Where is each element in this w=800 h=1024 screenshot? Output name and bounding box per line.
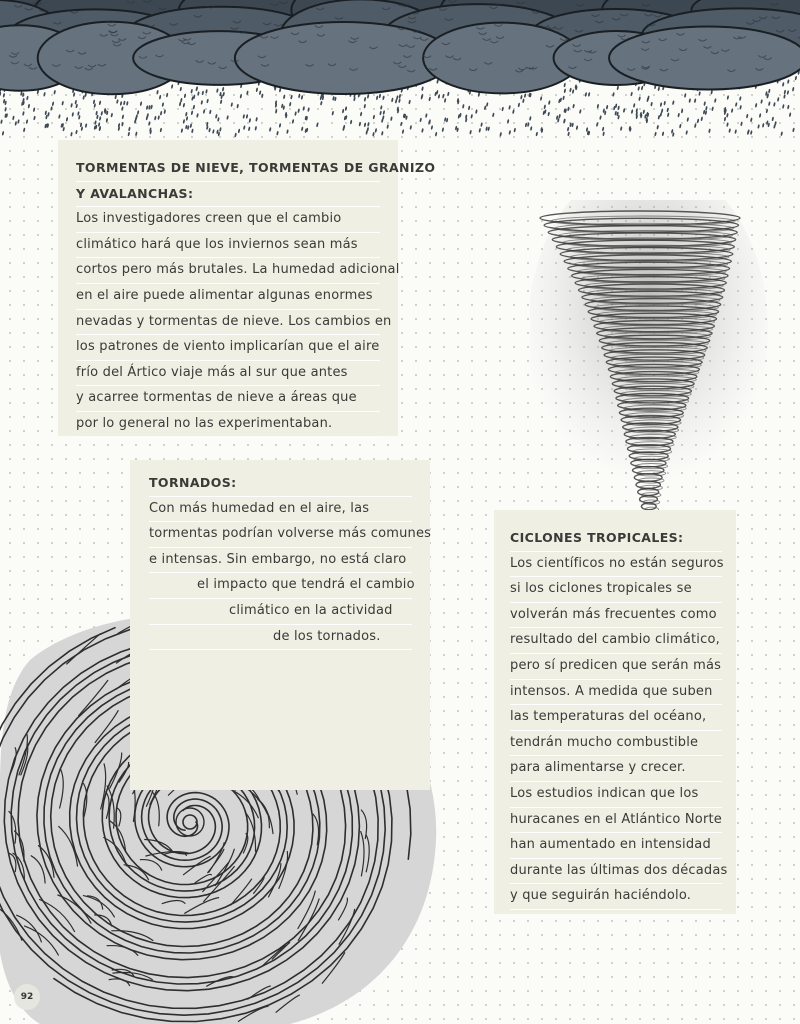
tropical-cyclones-text-line: intensos. A medida que suben xyxy=(510,680,722,706)
tropical-cyclones-text-line: tendrán mucho combustible xyxy=(510,731,722,757)
snowstorms-text-line: nevadas y tormentas de nieve. Los cambios en xyxy=(76,310,380,336)
snowstorms-text-line: frío del Ártico viaje más al sur que antes xyxy=(76,361,380,387)
snowstorms-text-line: climático hará que los inviernos sean más xyxy=(76,233,380,259)
tropical-cyclones-text-line: durante las últimas dos décadas xyxy=(510,859,722,885)
tropical-cyclones-text-line: si los ciclones tropicales se xyxy=(510,577,722,603)
tropical-cyclones-text-line: huracanes en el Atlántico Norte xyxy=(510,808,722,834)
tropical-cyclones-text-line: volverán más frecuentes como xyxy=(510,603,722,629)
tornadoes-text-line: de los tornados. xyxy=(149,625,412,651)
snowstorms-text-line: Los investigadores creen que el cambio xyxy=(76,207,380,233)
tornadoes-section xyxy=(130,460,430,790)
tropical-cyclones-text-line: Los estudios indican que los xyxy=(510,782,722,808)
tornadoes-text-line: tormentas podrían volverse más comunes xyxy=(149,522,412,548)
tornado-illustration xyxy=(530,200,770,550)
tropical-cyclones-text-line: resultado del cambio climático, xyxy=(510,628,722,654)
cloud-bank xyxy=(0,0,800,94)
snowstorms-text-line: cortos pero más brutales. La humedad adicional xyxy=(76,258,380,284)
tropical-cyclones-text-line: para alimentarse y crecer. xyxy=(510,756,722,782)
tornadoes-text-line: climático en la actividad xyxy=(149,599,412,625)
page-number: 92 xyxy=(14,984,40,1010)
snowstorms-text-line: y acarree tormentas de nieve a áreas que xyxy=(76,386,380,412)
tropical-cyclones-text-line: Los científicos no están seguros xyxy=(510,552,722,578)
tropical-cyclones-text-line: han aumentado en intensidad xyxy=(510,833,722,859)
tropical-cyclones-text-line: las temperaturas del océano, xyxy=(510,705,722,731)
tornadoes-heading: TORNADOS: xyxy=(149,471,412,497)
tornadoes-text-line: el impacto que tendrá el cambio xyxy=(149,573,412,599)
tropical-cyclones-section xyxy=(494,510,736,914)
tropical-cyclones-text-line: y que seguirán haciéndolo. xyxy=(510,884,722,910)
snowstorms-text-line: en el aire puede alimentar algunas enormes xyxy=(76,284,380,310)
snowstorms-text-line: los patrones de viento implicarían que el aire xyxy=(76,335,380,361)
snowstorms-text-line: por lo general no las experimentaban. xyxy=(76,412,380,438)
tropical-cyclones-text-line: pero sí predicen que serán más xyxy=(510,654,722,680)
snowstorms-heading-continued: Y AVALANCHAS: xyxy=(76,182,380,208)
tropical-cyclones-heading: CICLONES TROPICALES: xyxy=(510,526,722,552)
tornadoes-text-line: Con más humedad en el aire, las xyxy=(149,497,412,523)
snowstorms-heading: TORMENTAS DE NIEVE, TORMENTAS DE GRANIZO xyxy=(76,156,380,182)
snowstorms-section xyxy=(58,140,436,436)
storm-clouds-illustration xyxy=(0,0,800,140)
tornadoes-text-line: e intensas. Sin embargo, no está claro xyxy=(149,548,412,574)
